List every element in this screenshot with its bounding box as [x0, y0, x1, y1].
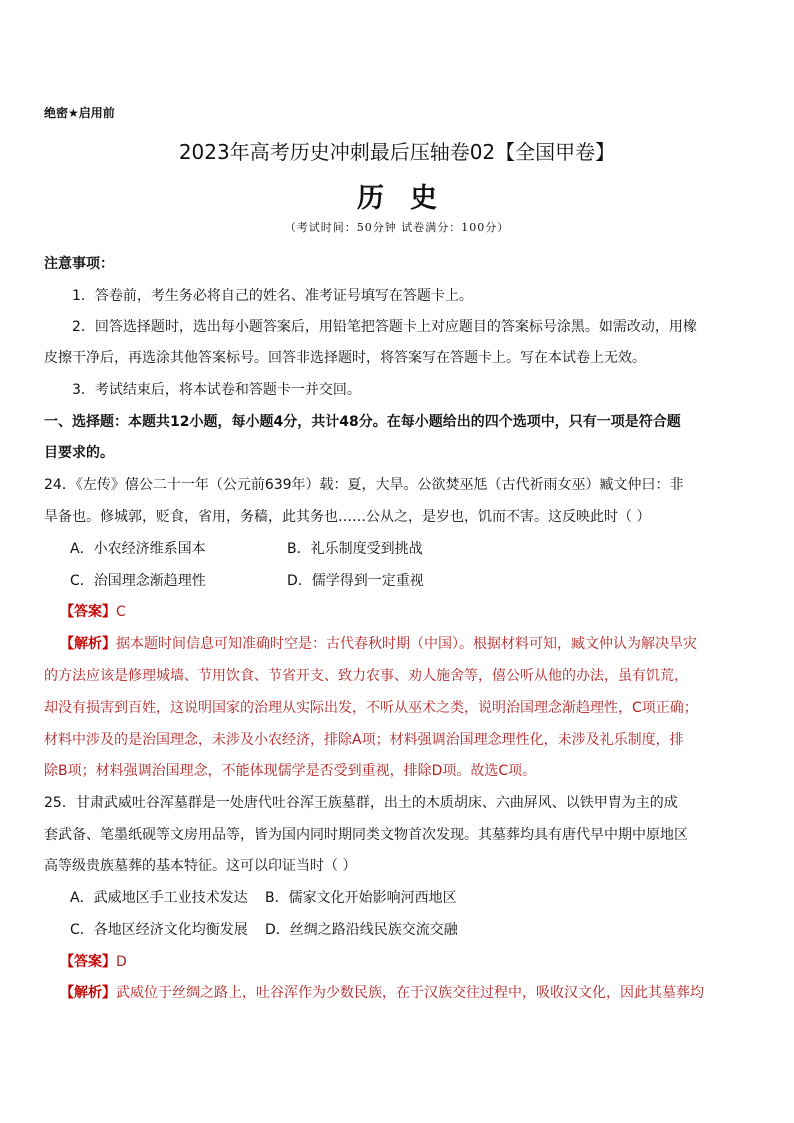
- answer-label: 【答案】: [60, 604, 116, 620]
- notice-item-3: 3．考试结束后，将本试卷和答题卡一并交回。: [72, 382, 361, 398]
- analysis-text: 据本题时间信息可知准确时空是：古代春秋时期（中国）。根据材料可知，臧文仲认为解决旱灾: [116, 636, 697, 652]
- analysis-label: 【解析】: [60, 636, 116, 652]
- q24-option-c: C．治国理念渐趋理性: [70, 573, 206, 589]
- time-info: （考试时间：50分钟 试卷满分：100分）: [284, 221, 510, 234]
- secret-mark: 绝密★启用前: [44, 106, 115, 120]
- q25-analysis-line-1: [60, 982, 704, 1002]
- analysis-text: 武威位于丝绸之路上，吐谷浑作为少数民族，在于汉族交往过程中，吸收汉文化，因此其墓葬均: [116, 985, 704, 1001]
- section-heading: 一、选择题：本题共12小题，每小题4分，共计48分。在每小题给出的四个选项中，只有一项是符合题: [44, 414, 681, 430]
- q25-option-d: D．丝绸之路沿线民族交流交融: [265, 922, 458, 938]
- section-heading-cont: 目要求的。: [44, 445, 114, 461]
- analysis-label: 【解析】: [60, 985, 116, 1001]
- q24-analysis-line-1: [60, 633, 697, 653]
- answer-value: C: [116, 604, 126, 620]
- q24-analysis-line-3: 却没有损害到百姓，这说明国家的治理从实际出发，不听从巫术之类，说明治国理念渐趋理性，C项正确；: [44, 700, 698, 716]
- q24-analysis-line-4: 材料中涉及的是治国理念，未涉及小农经济，排除A项；材料强调治国理念理性化，未涉及礼乐制度，排: [44, 732, 684, 748]
- q25-answer: [60, 951, 127, 971]
- q25-option-b: B．儒家文化开始影响河西地区: [265, 890, 457, 906]
- q24-stem-line-2: 旱备也。修城郭，贬食，省用，务穑，此其务也……公从之，是岁也，饥而不害。这反映此时（ ）: [44, 509, 651, 525]
- notice-item-2-cont: 皮擦干净后，再选涂其他答案标号。回答非选择题时，将答案写在答题卡上。写在本试卷上无效。: [44, 350, 646, 366]
- subject-title: 历史: [357, 183, 463, 214]
- notice-item-1: 1．答卷前，考生务必将自己的姓名、准考证号填写在答题卡上。: [72, 288, 473, 304]
- exam-title: 2023年高考历史冲刺最后压轴卷02【全国甲卷】: [178, 140, 616, 164]
- q24-answer: [60, 601, 126, 621]
- q24-option-d: D．儒学得到一定重视: [287, 573, 424, 589]
- q24-analysis-line-2: 的方法应该是修理城墙、节用饮食、节省开支、致力农事、劝人施舍等，僖公听从他的办法，虽有饥荒，: [44, 668, 688, 684]
- answer-label: 【答案】: [60, 954, 116, 970]
- q25-stem-line-3: 高等级贵族墓葬的基本特征。这可以印证当时（ ）: [44, 858, 357, 874]
- q24-analysis-line-5: 除B项；材料强调治国理念，不能体现儒学是否受到重视，排除D项。故选C项。: [44, 763, 537, 779]
- q25-option-c: C．各地区经济文化均衡发展: [70, 922, 248, 938]
- q25-stem-line-2: 套武备、笔墨纸砚等文房用品等，皆为国内同时期同类文物首次发现。其墓葬均具有唐代早中期中原地区: [44, 827, 688, 843]
- answer-value: D: [116, 954, 127, 970]
- q25-stem-line-1: 25．甘肃武威吐谷浑墓群是一处唐代吐谷浑王族墓群，出土的木质胡床、六曲屏风、以铁甲胄为主的成: [44, 795, 678, 811]
- q24-stem-line-1: 24．《左传》僖公二十一年（公元前639年）载：夏，大旱。公欲焚巫尪（古代祈雨女巫）臧文仲曰：非: [44, 477, 684, 493]
- q24-option-a: A．小农经济维系国本: [70, 541, 206, 557]
- q25-option-a: A．武威地区手工业技术发达: [70, 890, 248, 906]
- q24-option-b: B．礼乐制度受到挑战: [287, 541, 423, 557]
- notice-item-2: 2．回答选择题时，选出每小题答案后，用铅笔把答题卡上对应题目的答案标号涂黑。如需改动，用橡: [72, 319, 697, 335]
- notice-heading: 注意事项：: [44, 256, 114, 272]
